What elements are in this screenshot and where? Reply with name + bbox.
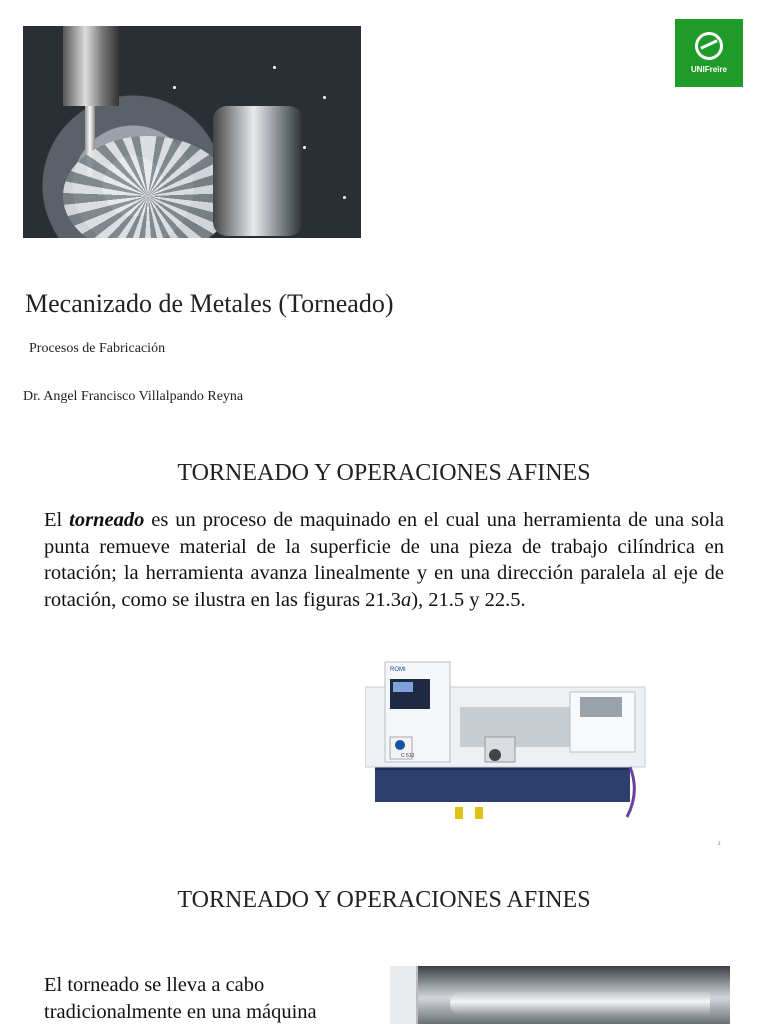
slide3-heading: TORNEADO Y OPERACIONES AFINES xyxy=(177,887,591,913)
term-torneado: torneado xyxy=(69,509,145,531)
presentation-title: Mecanizado de Metales (Torneado) xyxy=(25,289,394,318)
spindle-shape xyxy=(63,26,119,106)
footnote-mark: ² xyxy=(718,840,721,849)
globe-icon xyxy=(695,32,723,60)
machining-photo xyxy=(23,26,361,238)
cnc-lathe-image xyxy=(365,657,650,827)
author-name: Dr. Angel Francisco Villalpando Reyna xyxy=(23,389,244,404)
unifreire-logo xyxy=(675,19,743,87)
cylinder-shape xyxy=(213,106,303,236)
course-subtitle: Procesos de Fabricación xyxy=(29,341,166,356)
logo-brand-text: UNIFreire xyxy=(690,65,727,74)
lathe-model-label: C 510 xyxy=(401,753,415,759)
lathe-brand-label: ROMI xyxy=(390,667,406,673)
turning-definition-paragraph: El torneado es un proceso de maquinado en el cual una herramienta de una sola punta remueve material de la superficie de una pieza de trabajo cilíndrica en rotación; la herramienta avanza linealmente y en una dirección paralela al eje de rotación, como se ilustra en las figuras 21.3a), 21.5 y 22.5. xyxy=(44,509,724,611)
slide2-heading: TORNEADO Y OPERACIONES AFINES xyxy=(177,460,591,486)
lathe-closeup-photo xyxy=(390,966,730,1024)
lathe-paragraph: El torneado se lleva a cabo tradicionalmente en una máquina xyxy=(44,974,317,1023)
